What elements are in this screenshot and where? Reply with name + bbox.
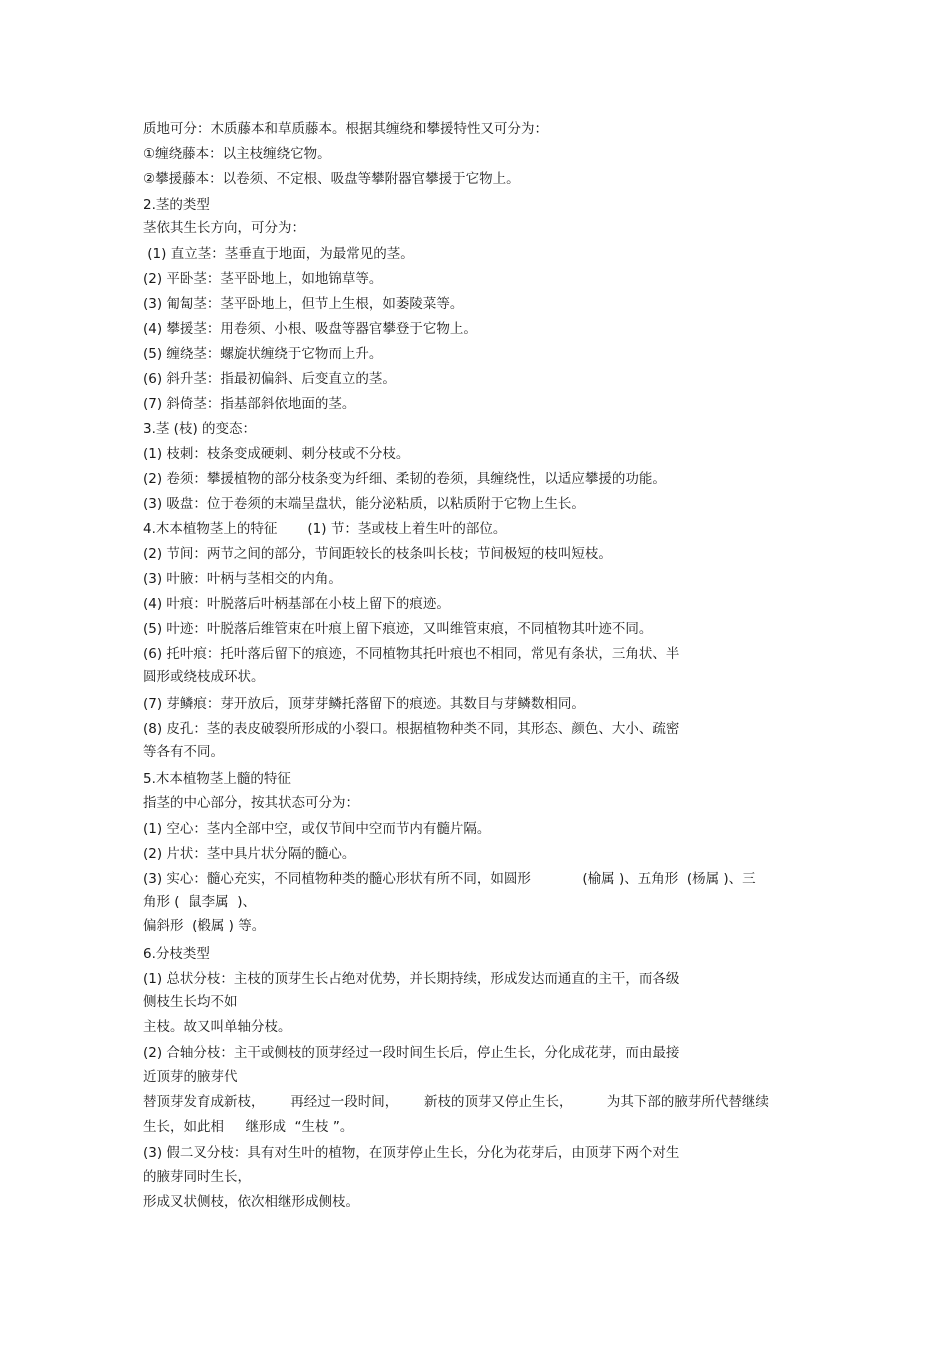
text-line: 形成叉状侧枝，依次相继形成侧枝。 [143, 1194, 359, 1210]
text-line: (2) 合轴分枝：主干或侧枝的顶芽经过一段时间生长后，停止生长，分化成花芽，而由最接 [143, 1045, 680, 1061]
text-line: 指茎的中心部分，按其状态可分为： [143, 795, 359, 811]
text-line: (4) 攀援茎：用卷须、小根、吸盘等器官攀登于它物上。 [143, 321, 477, 337]
text-line: (2) 平卧茎：茎平卧地上，如地锦草等。 [143, 271, 383, 287]
text-line: 圆形或绕枝成环状。 [143, 669, 265, 685]
text-line: 近顶芽的腋芽代 [143, 1069, 238, 1085]
text-line: (6) 斜升茎：指最初偏斜、后变直立的茎。 [143, 371, 396, 387]
text-line: (1) 空心：茎内全部中空，或仅节间中空而节内有髓片隔。 [143, 821, 491, 837]
section-heading: 5.木本植物茎上髓的特征 [143, 771, 291, 787]
text-line: (2) 卷须：攀援植物的部分枝条变为纤细、柔韧的卷须，具缠绕性，以适应攀援的功能。 [143, 471, 666, 487]
text-line: ②攀援藤本：以卷须、不定根、吸盘等攀附器官攀援于它物上。 [143, 171, 520, 187]
text-line: (4) 叶痕：叶脱落后叶柄基部在小枝上留下的痕迹。 [143, 596, 450, 612]
text-line: ①缠绕藤本：以主枝缠绕它物。 [143, 146, 331, 162]
text-line: (3) 叶腋：叶柄与茎相交的内角。 [143, 571, 342, 587]
text-line: (3) 匍匐茎：茎平卧地上，但节上生根，如萎陵菜等。 [143, 296, 464, 312]
text-line: (6) 托叶痕：托叶落后留下的痕迹，不同植物其托叶痕也不相同，常见有条状，三角状、半 [143, 646, 680, 662]
text-line: 茎依其生长方向，可分为： [143, 220, 305, 236]
text-line: 角形 ( 鼠李属 )、 [143, 894, 256, 910]
section-heading: 6.分枝类型 [143, 946, 210, 962]
text-line: (5) 缠绕茎：螺旋状缠绕于它物而上升。 [143, 346, 383, 362]
text-line: (3) 实心：髓心充实，不同植物种类的髓心形状有所不同，如圆形 (榆属 )、五角形 (杨属 )、三 [143, 871, 756, 887]
text-line: (2) 片状：茎中具片状分隔的髓心。 [143, 846, 356, 862]
section-heading: 2.茎的类型 [143, 197, 210, 213]
text-line: (8) 皮孔：茎的表皮破裂所形成的小裂口。根据植物种类不同，其形态、颜色、大小、疏密 [143, 721, 680, 737]
section-heading: 4.木本植物茎上的特征 (1) 节：茎或枝上着生叶的部位。 [143, 521, 507, 537]
text-line: (1) 总状分枝：主枝的顶芽生长占绝对优势，并长期持续，形成发达而通直的主干，而各级 [143, 971, 680, 987]
text-line: (2) 节间：两节之间的部分，节间距较长的枝条叫长枝；节间极短的枝叫短枝。 [143, 546, 612, 562]
text-line: (5) 叶迹：叶脱落后维管束在叶痕上留下痕迹，又叫维管束痕，不同植物其叶迹不同。 [143, 621, 653, 637]
text-line: (7) 斜倚茎：指基部斜依地面的茎。 [143, 396, 356, 412]
text-line: 的腋芽同时生长， [143, 1169, 251, 1185]
text-line: (3) 假二叉分枝：具有对生叶的植物，在顶芽停止生长，分化为花芽后，由顶芽下两个对生 [143, 1145, 680, 1161]
text-line: (1) 枝刺：枝条变成硬刺、刺分枝或不分枝。 [143, 446, 410, 462]
text-line: (3) 吸盘：位于卷须的末端呈盘状，能分泌粘质，以粘质附于它物上生长。 [143, 496, 585, 512]
text-line: 侧枝生长均不如 [143, 994, 238, 1010]
text-line: 偏斜形 (椴属 ) 等。 [143, 918, 266, 934]
text-line: 生长，如此相 继形成 “生枝 ”。 [143, 1119, 354, 1135]
text-line: 等各有不同。 [143, 744, 224, 760]
text-line: 质地可分：木质藤本和草质藤本。根据其缠绕和攀援特性又可分为： [143, 121, 548, 137]
section-heading: 3.茎 (枝) 的变态： [143, 421, 256, 437]
text-line: (7) 芽鳞痕：芽开放后，顶芽芽鳞托落留下的痕迹。其数目与芽鳞数相同。 [143, 696, 585, 712]
text-line: 主枝。故又叫单轴分枝。 [143, 1019, 292, 1035]
text-line: (1) 直立茎：茎垂直于地面，为最常见的茎。 [143, 246, 414, 262]
text-line: 替顶芽发育成新枝， 再经过一段时间， 新枝的顶芽又停止生长， 为其下部的腋芽所代替继续 [143, 1094, 769, 1110]
